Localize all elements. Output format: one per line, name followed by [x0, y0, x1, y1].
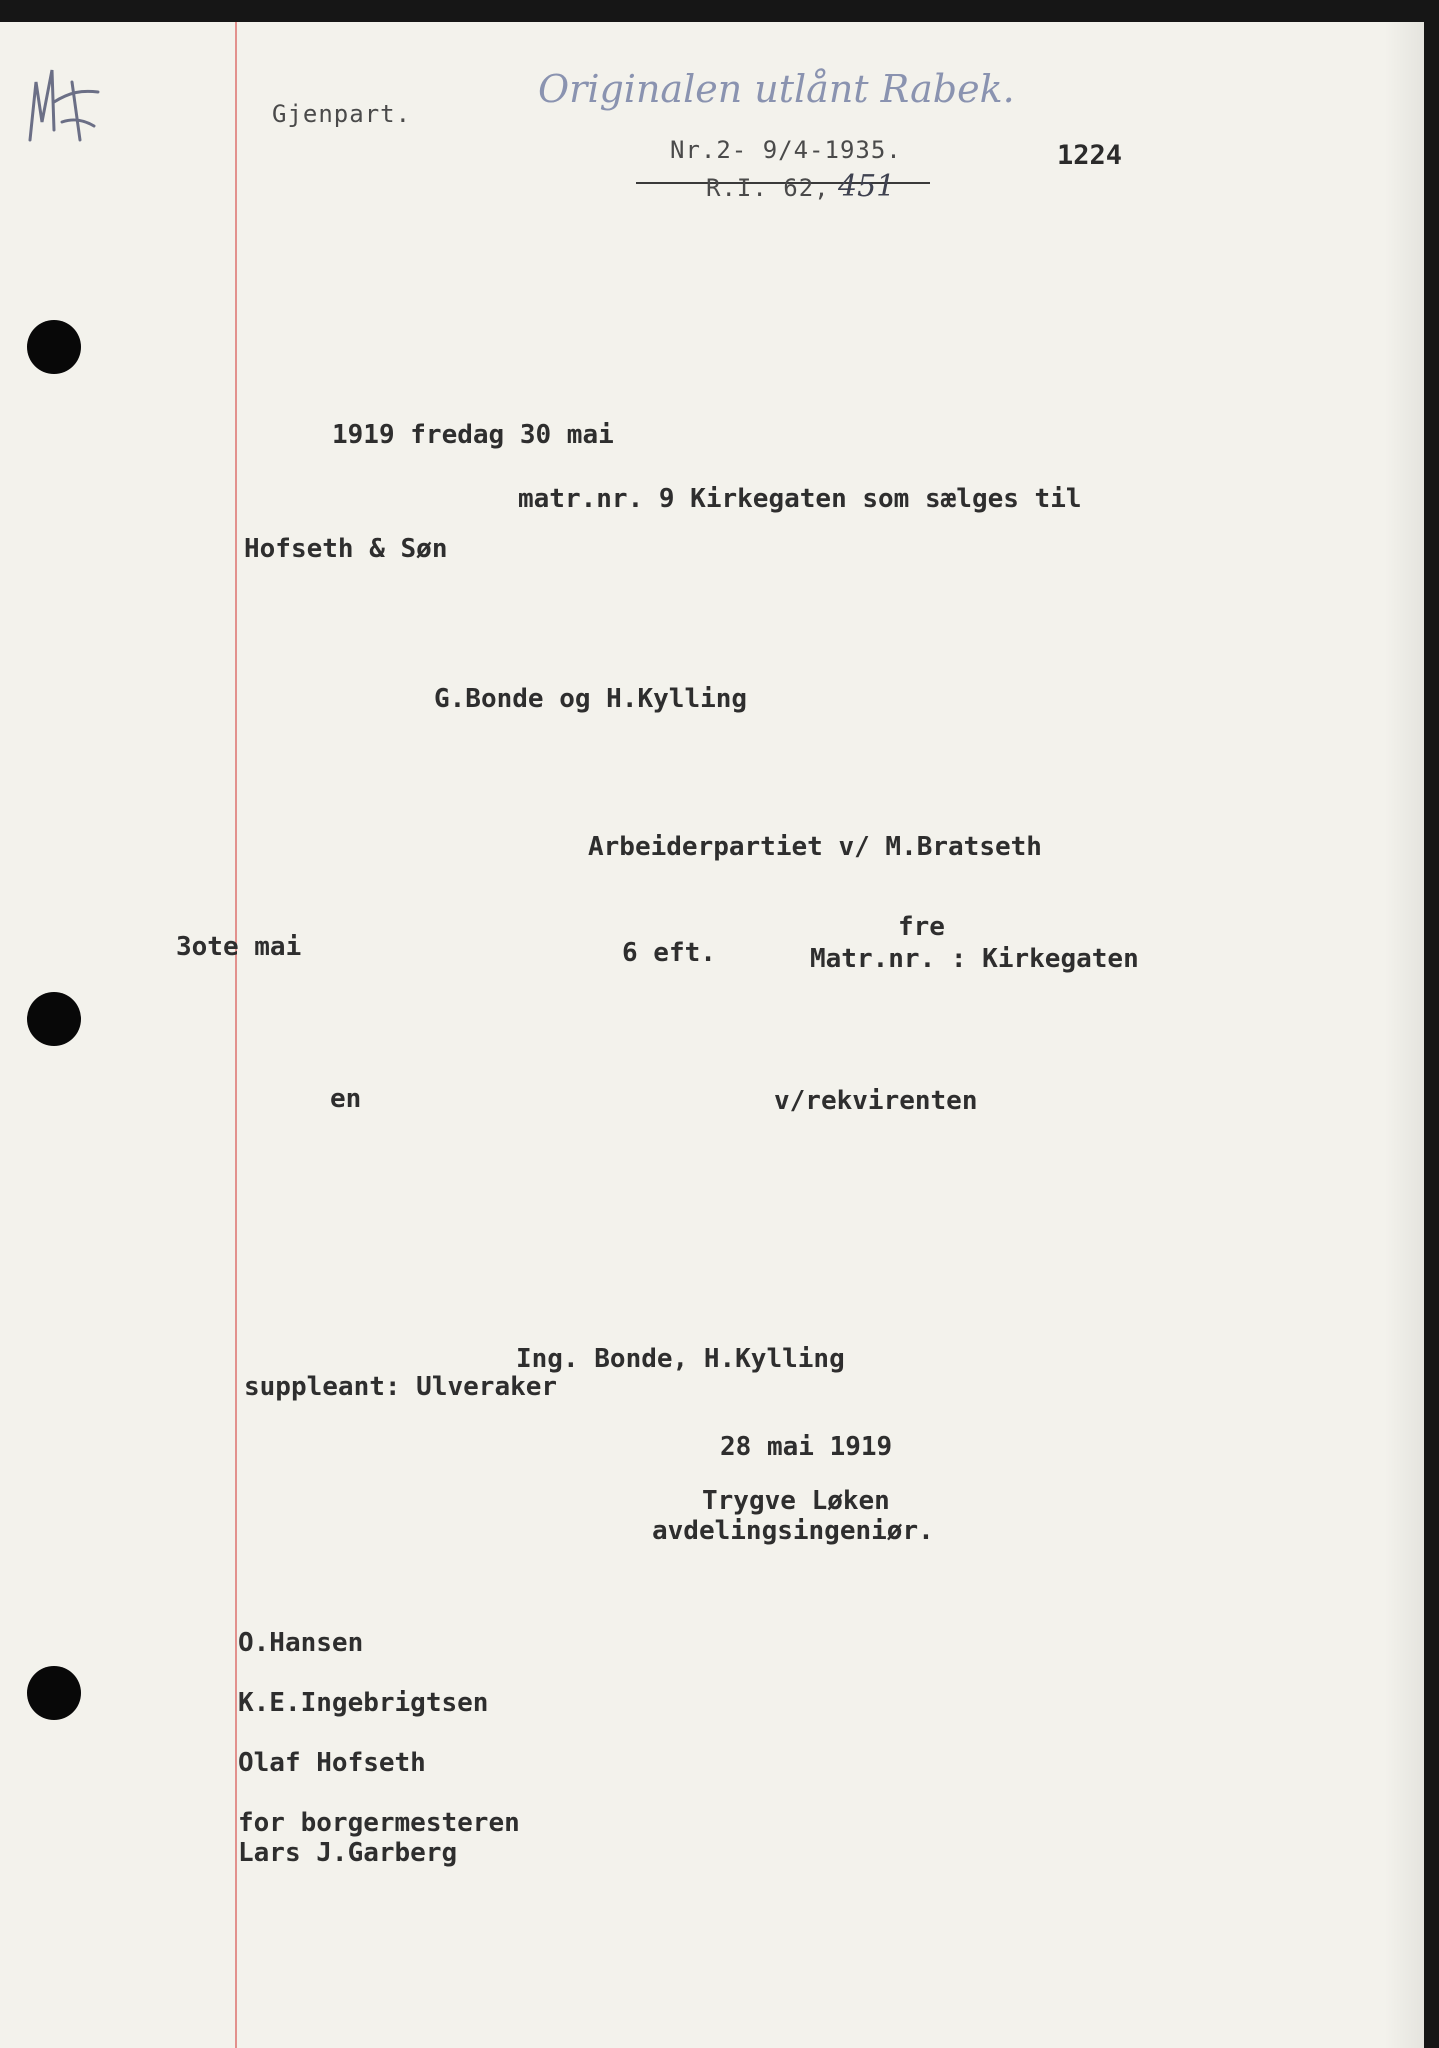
- document-page: [0, 22, 1424, 2048]
- parties-line: G.Bonde og H.Kylling: [434, 684, 748, 714]
- handwritten-initials: [22, 62, 112, 152]
- signatory-name: O.Hansen: [238, 1628, 364, 1658]
- gjenpart-label: Gjenpart.: [272, 100, 412, 128]
- handwritten-note: Originalen utlånt Rabek.: [538, 67, 1015, 111]
- appointees-line: Ing. Bonde, H.Kylling: [516, 1344, 845, 1374]
- signed-date: 28 mai 1919: [720, 1432, 893, 1462]
- case-reference: Nr.2- 9/4-1935.: [670, 136, 902, 164]
- ri-handwritten-number: 451: [838, 169, 896, 204]
- mayor-name: Lars J.Garberg: [238, 1838, 458, 1868]
- signer-title: avdelingsingeniør.: [652, 1516, 934, 1546]
- buyer-line: Hofseth & Søn: [244, 534, 448, 564]
- ri-reference: R.I. 62,: [706, 174, 830, 202]
- signatory-name: Olaf Hofseth: [238, 1748, 426, 1778]
- page-edge-shade: [1384, 22, 1424, 2048]
- meeting-time: 6 eft.: [622, 938, 716, 968]
- suppleant-line: suppleant: Ulveraker: [244, 1372, 558, 1402]
- requester-line: v/rekvirenten: [774, 1086, 978, 1116]
- fre-word: fre: [898, 912, 945, 942]
- page-number: 1224: [1057, 140, 1123, 171]
- signatory-name: K.E.Ingebrigtsen: [238, 1688, 489, 1718]
- date-line: 1919 fredag 30 mai: [332, 420, 614, 450]
- punch-hole: [27, 992, 81, 1046]
- signer-name: Trygve Løken: [702, 1486, 890, 1516]
- punch-hole: [27, 320, 81, 374]
- en-word: en: [330, 1084, 362, 1114]
- margin-rule: [235, 22, 237, 2048]
- punch-hole: [27, 1666, 81, 1720]
- meeting-date: 3ote mai: [176, 932, 302, 962]
- meeting-place: Matr.nr. : Kirkegaten: [810, 944, 1139, 974]
- property-line: matr.nr. 9 Kirkegaten som sælges til: [518, 484, 1082, 514]
- mayor-line: for borgermesteren: [238, 1808, 520, 1838]
- party-representative: Arbeiderpartiet v/ M.Bratseth: [588, 832, 1042, 862]
